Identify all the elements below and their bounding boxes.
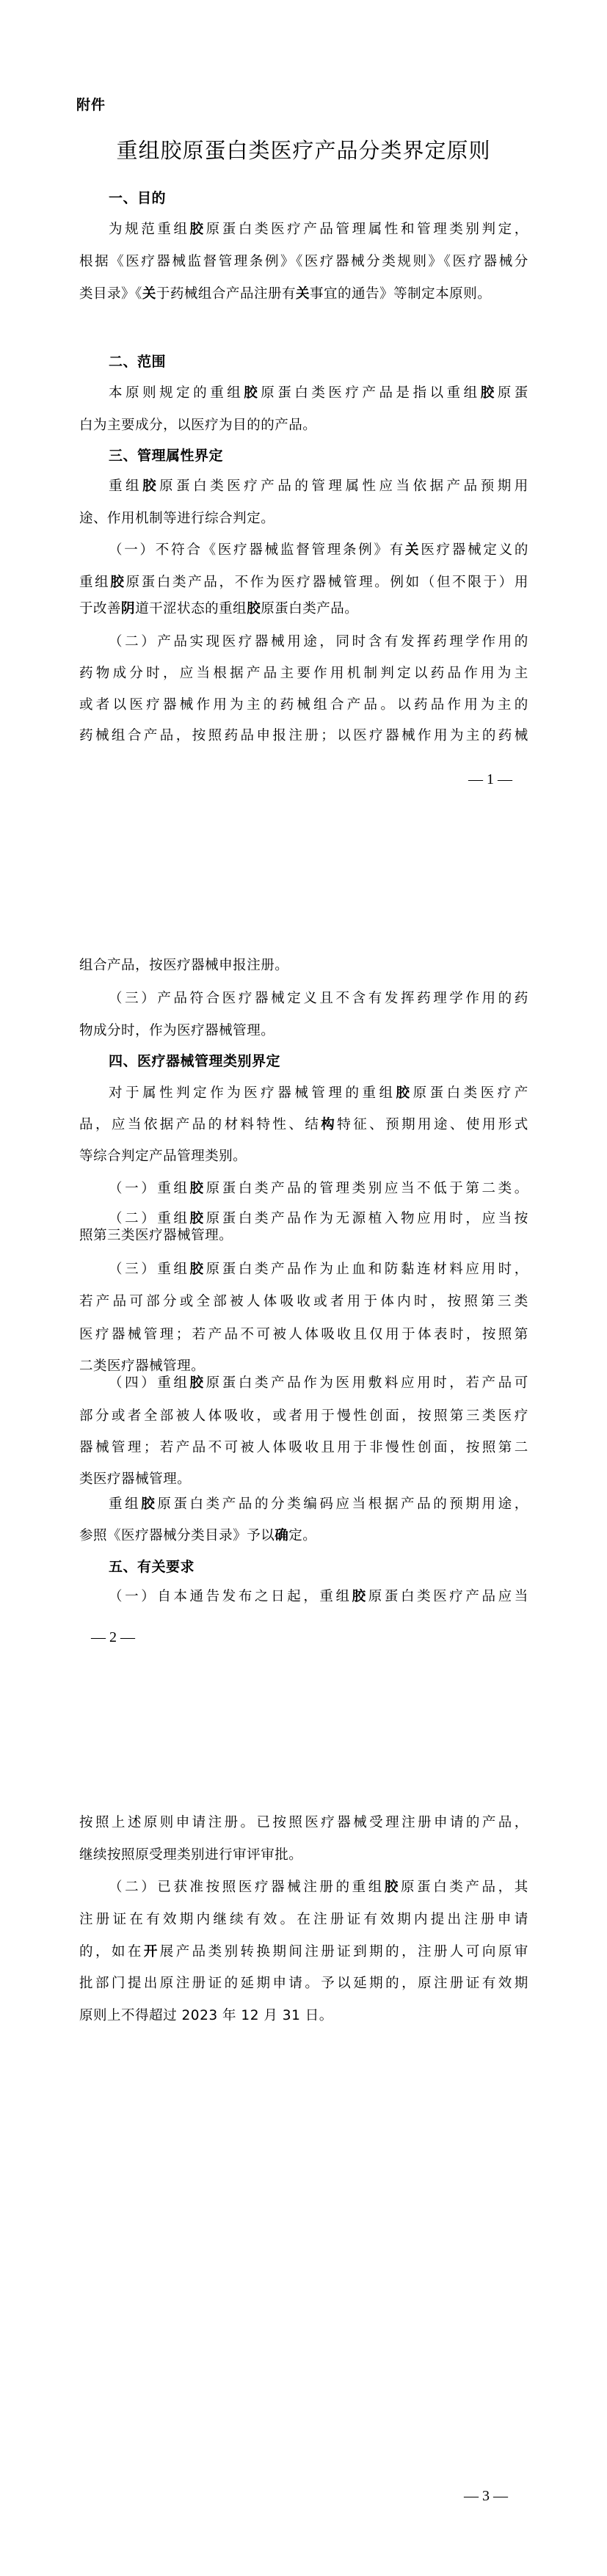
paragraph-line: 途、作用机制等进行综合判定。 <box>79 511 275 526</box>
section-heading: 四、医疗器械管理类别界定 <box>109 1053 281 1069</box>
document-body <box>79 0 528 2576</box>
paragraph-line: 重组胶原蛋白类产品的分类编码应当根据产品的预期用途， <box>109 1496 528 1512</box>
paragraph-line: （二）已获准按照医疗器械注册的重组胶原蛋白类产品，其 <box>109 1880 528 1895</box>
paragraph-line: 或者以医疗器械作用为主的药械组合产品。以药品作用为主的 <box>79 697 528 713</box>
bold-char: 胶 <box>247 601 261 616</box>
paragraph-line: 重组胶原蛋白类产品，不作为医疗器械管理。例如（但不限于）用 <box>79 575 528 590</box>
attachment-label: 附件 <box>76 97 106 113</box>
section-heading: 五、有关要求 <box>109 1559 195 1575</box>
page-number-3: — 3 — <box>464 2488 508 2504</box>
paragraph-line: 组合产品，按医疗器械申报注册。 <box>79 958 289 973</box>
bold-char: 确 <box>275 1528 289 1543</box>
section-heading: 三、管理属性界定 <box>109 448 224 464</box>
paragraph-line: 器械管理；若产品不可被人体吸收且用于非慢性创面，按照第二 <box>79 1440 528 1455</box>
paragraph-line: 的，如在开展产品类别转换期间注册证到期的，注册人可向原审 <box>79 1944 528 1960</box>
page-number-2: — 2 — <box>91 1629 135 1645</box>
paragraph-line: 本原则规定的重组胶原蛋白类医疗产品是指以重组胶原蛋 <box>109 385 528 401</box>
paragraph-line: 注册证在有效期内继续有效。在注册证有效期内提出注册申请 <box>79 1912 528 1927</box>
paragraph-line: 若产品可部分或全部被人体吸收或者用于体内时，按照第三类 <box>79 1294 528 1309</box>
paragraph-line: 二类医疗器械管理。 <box>79 1358 206 1374</box>
bold-char: 胶 <box>480 385 498 401</box>
paragraph-line: 药械组合产品，按照药品申报注册；以医疗器械作用为主的药械 <box>79 728 528 743</box>
paragraph-line: （一）不符合《医疗器械监督管理条例》有关医疗器械定义的 <box>109 542 528 558</box>
bold-char: 胶 <box>189 1375 206 1391</box>
paragraph-line: 为规范重组胶原蛋白类医疗产品管理属性和管理类别判定， <box>109 222 528 237</box>
paragraph-line: 药物成分时，应当根据产品主要作用机制判定以药品作用为主 <box>79 666 528 681</box>
paragraph-line: （一）重组胶原蛋白类产品的管理类别应当不低于第二类。 <box>109 1181 528 1196</box>
paragraph-line: 类医疗器械管理。 <box>79 1471 192 1487</box>
paragraph-line: 继续按照原受理类别进行审评审批。 <box>79 1847 303 1863</box>
paragraph-line: 参照《医疗器械分类目录》予以确定。 <box>79 1528 317 1543</box>
paragraph-line: （三）产品符合医疗器械定义且不含有发挥药理学作用的药 <box>109 991 528 1006</box>
bold-char: 构 <box>321 1117 338 1132</box>
bold-char: 阴 <box>121 601 136 616</box>
bold-char: 胶 <box>189 1262 206 1277</box>
bold-char: 胶 <box>110 575 126 590</box>
bold-char: 胶 <box>384 1880 401 1895</box>
section-heading: 一、目的 <box>109 190 167 206</box>
bold-char: 开 <box>143 1944 160 1960</box>
paragraph-line: 医疗器械管理；若产品不可被人体吸收且仅用于体表时，按照第 <box>79 1327 528 1342</box>
bold-char: 胶 <box>189 1181 206 1196</box>
bold-char: 胶 <box>141 1496 158 1512</box>
page-number-1: — 1 — <box>468 771 512 787</box>
paragraph-line: 部分或者全部被人体吸收，或者用于慢性创面，按照第三类医疗 <box>79 1408 528 1424</box>
paragraph-line: （二）重组胶原蛋白类产品作为无源植入物应用时，应当按 <box>109 1211 528 1226</box>
paragraph-line: （二）产品实现医疗器械用途，同时含有发挥药理学作用的 <box>109 634 528 650</box>
paragraph-line: （三）重组胶原蛋白类产品作为止血和防黏连材料应用时， <box>109 1262 528 1277</box>
bold-char: 胶 <box>189 1211 206 1226</box>
paragraph-line: 照第三类医疗器械管理。 <box>79 1228 233 1243</box>
bold-char: 胶 <box>244 385 261 401</box>
paragraph-line: 根据《医疗器械监督管理条例》《医疗器械分类规则》《医疗器械分 <box>79 254 528 269</box>
paragraph-line: 重组胶原蛋白类医疗产品的管理属性应当依据产品预期用 <box>109 479 528 494</box>
paragraph-line: （四）重组胶原蛋白类产品作为医用敷料应用时，若产品可 <box>109 1375 528 1391</box>
bold-char: 胶 <box>352 1589 368 1604</box>
paragraph-line: 原则上不得超过 2023 年 12 月 31 日。 <box>79 2008 333 2023</box>
document-title: 重组胶原蛋白类医疗产品分类界定原则 <box>116 138 491 163</box>
bold-char: 关 <box>296 286 310 302</box>
paragraph-line: 白为主要成分，以医疗为目的的产品。 <box>79 418 317 433</box>
bold-char: 胶 <box>396 1085 413 1101</box>
paragraph-line: （一）自本通告发布之日起，重组胶原蛋白类医疗产品应当 <box>109 1589 528 1604</box>
paragraph-line: 等综合判定产品管理类别。 <box>79 1149 247 1164</box>
bold-char: 关 <box>142 286 156 302</box>
bold-char: 胶 <box>142 479 160 494</box>
paragraph-line: 类目录》《关于药械组合产品注册有关事宜的通告》等制定本原则。 <box>79 286 492 302</box>
section-heading: 二、范围 <box>109 354 167 370</box>
paragraph-line: 对于属性判定作为医疗器械管理的重组胶原蛋白类医疗产 <box>109 1085 528 1101</box>
paragraph-line: 于改善阴道干涩状态的重组胶原蛋白类产品。 <box>79 601 359 616</box>
paragraph-line: 物成分时，作为医疗器械管理。 <box>79 1023 275 1038</box>
bold-char: 关 <box>405 542 421 558</box>
paragraph-line: 按照上述原则申请注册。已按照医疗器械受理注册申请的产品， <box>79 1815 528 1830</box>
paragraph-line: 品，应当依据产品的材料特性、结构特征、预期用途、使用形式 <box>79 1117 528 1132</box>
paragraph-line: 批部门提出原注册证的延期申请。予以延期的，原注册证有效期 <box>79 1976 528 1991</box>
bold-char: 胶 <box>189 222 206 237</box>
